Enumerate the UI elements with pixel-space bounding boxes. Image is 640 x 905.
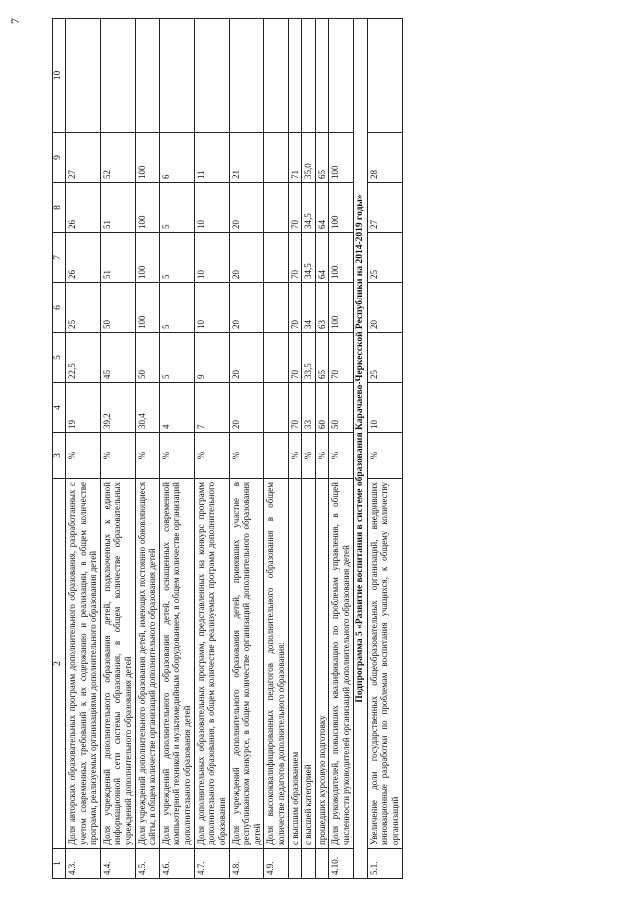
value-cell: 50 bbox=[100, 283, 135, 333]
value-cell: 64 bbox=[315, 233, 329, 283]
value-cell: 10 bbox=[194, 283, 229, 333]
value-cell: 26 bbox=[66, 233, 101, 283]
row-number: 4.4. bbox=[100, 849, 135, 879]
unit-cell: % bbox=[288, 433, 302, 479]
indicator-name: прошедших курсовую подготовку bbox=[315, 479, 329, 849]
unit-cell: % bbox=[367, 433, 402, 479]
value-cell: 20 bbox=[229, 283, 264, 333]
value-cell: 33,5 bbox=[302, 333, 316, 383]
value-cell bbox=[315, 19, 329, 133]
value-cell: 70 bbox=[288, 333, 302, 383]
value-cell bbox=[367, 19, 402, 133]
value-cell: 19 bbox=[66, 383, 101, 433]
value-cell: 65 bbox=[315, 133, 329, 183]
row-number: 4.10. bbox=[329, 849, 353, 879]
value-cell bbox=[288, 19, 302, 133]
value-cell: 100 bbox=[329, 233, 353, 283]
value-cell: 33 bbox=[302, 383, 316, 433]
row-number bbox=[288, 849, 302, 879]
value-cell bbox=[194, 19, 229, 133]
value-cell: 100 bbox=[135, 283, 159, 333]
indicator-name: Доля учреждений дополнительного образования детей, оснащенных современной компьютерной техникой и мультимедийным оборудованием, в общем количестве организаций дополнительного образования детей bbox=[159, 479, 194, 849]
indicator-name: Доля руководителей, повысивших квалификацию по проблемам управления, в общей численности руководителей организаций дополнительного образования детей bbox=[329, 479, 353, 849]
table-row bbox=[159, 19, 194, 879]
value-cell bbox=[264, 183, 288, 233]
value-cell: 4 bbox=[159, 383, 194, 433]
value-cell: 51 bbox=[100, 233, 135, 283]
table-row bbox=[66, 19, 101, 879]
value-cell: 100 bbox=[135, 183, 159, 233]
value-cell bbox=[264, 19, 288, 133]
value-cell: 70 bbox=[288, 283, 302, 333]
row-number: 4.7. bbox=[194, 849, 229, 879]
indicator-name: Доля авторских образовательных программ дополнительного образования, разработанных с учетом современных требований к их содержанию и реализации, в общем количестве программ, реализуемых организациями дополнительного образования детей bbox=[66, 479, 101, 849]
value-cell: 10 bbox=[194, 233, 229, 283]
indicator-name: с высшей категорией bbox=[302, 479, 316, 849]
value-cell: 5 bbox=[159, 283, 194, 333]
table-row bbox=[100, 19, 135, 879]
value-cell: 70 bbox=[288, 233, 302, 283]
table-row bbox=[302, 19, 316, 879]
value-cell: 34,5 bbox=[302, 233, 316, 283]
table-row bbox=[315, 19, 329, 879]
column-header: 4 bbox=[53, 383, 66, 433]
value-cell: 28 bbox=[367, 133, 402, 183]
indicator-name: Доля учреждений дополнительного образования детей, принявших участие в республиканском конкурсе, в общем количестве организаций дополнительного образования детей bbox=[229, 479, 264, 849]
table-row bbox=[329, 19, 353, 879]
value-cell: 11 bbox=[194, 133, 229, 183]
subprogram-row bbox=[353, 19, 367, 879]
value-cell: 20 bbox=[367, 283, 402, 333]
row-number: 4.6. bbox=[159, 849, 194, 879]
value-cell bbox=[302, 19, 316, 133]
page-number: 7 bbox=[8, 18, 22, 24]
value-cell: 70 bbox=[288, 383, 302, 433]
value-cell bbox=[264, 333, 288, 383]
indicators-table bbox=[52, 18, 403, 879]
indicator-name: Доля учреждений дополнительного образования детей, подключенных к единой информационной сети системы образования, в общем количестве образовательных учреждений дополнительного образования детей bbox=[100, 479, 135, 849]
column-header: 7 bbox=[53, 233, 66, 283]
value-cell: 20 bbox=[229, 383, 264, 433]
row-number bbox=[302, 849, 316, 879]
column-header: 1 bbox=[53, 849, 66, 879]
value-cell: 20 bbox=[229, 233, 264, 283]
row-number: 4.9. bbox=[264, 849, 288, 879]
value-cell: 6 bbox=[159, 133, 194, 183]
value-cell: 26 bbox=[66, 183, 101, 233]
indicator-name: Доля высококвалифицированных педагогов дополнительного образования в общем количестве педагогов дополнительного образования: bbox=[264, 479, 288, 849]
column-header: 9 bbox=[53, 133, 66, 183]
value-cell: 50 bbox=[135, 333, 159, 383]
value-cell: 51 bbox=[100, 183, 135, 233]
value-cell: 5 bbox=[159, 333, 194, 383]
unit-cell: % bbox=[159, 433, 194, 479]
unit-cell: % bbox=[66, 433, 101, 479]
value-cell: 39,2 bbox=[100, 383, 135, 433]
value-cell: 64 bbox=[315, 183, 329, 233]
value-cell: 65 bbox=[315, 333, 329, 383]
table-row bbox=[194, 19, 229, 879]
value-cell: 100 bbox=[329, 183, 353, 233]
value-cell: 10 bbox=[194, 183, 229, 233]
header-row bbox=[53, 19, 66, 879]
value-cell: 5 bbox=[159, 233, 194, 283]
value-cell: 100 bbox=[329, 283, 353, 333]
column-header: 5 bbox=[53, 333, 66, 383]
value-cell: 27 bbox=[66, 133, 101, 183]
value-cell bbox=[159, 19, 194, 133]
value-cell bbox=[264, 283, 288, 333]
unit-cell: % bbox=[315, 433, 329, 479]
indicator-name: с высшим образованием bbox=[288, 479, 302, 849]
value-cell: 21 bbox=[229, 133, 264, 183]
value-cell bbox=[135, 19, 159, 133]
column-header: 3 bbox=[53, 433, 66, 479]
value-cell: 25 bbox=[367, 333, 402, 383]
unit-cell: % bbox=[302, 433, 316, 479]
value-cell bbox=[264, 383, 288, 433]
value-cell: 27 bbox=[367, 183, 402, 233]
value-cell: 35,0 bbox=[302, 133, 316, 183]
unit-cell bbox=[264, 433, 288, 479]
indicator-name: Доля учреждений дополнительного образования детей, имеющих постоянно обновляющиеся сайты, в общем количестве организаций дополнительного образования детей bbox=[135, 479, 159, 849]
column-header: 8 bbox=[53, 183, 66, 233]
value-cell: 100 bbox=[329, 133, 353, 183]
value-cell: 70 bbox=[288, 183, 302, 233]
value-cell: 25 bbox=[66, 283, 101, 333]
value-cell bbox=[264, 233, 288, 283]
value-cell: 25 bbox=[367, 233, 402, 283]
value-cell bbox=[264, 133, 288, 183]
column-header: 6 bbox=[53, 283, 66, 333]
value-cell bbox=[100, 19, 135, 133]
value-cell: 60 bbox=[315, 383, 329, 433]
value-cell: 9 bbox=[194, 333, 229, 383]
value-cell bbox=[329, 19, 353, 133]
value-cell: 50 bbox=[329, 383, 353, 433]
value-cell: 100 bbox=[135, 233, 159, 283]
column-header: 10 bbox=[53, 19, 66, 133]
value-cell: 22,5 bbox=[66, 333, 101, 383]
value-cell: 20 bbox=[229, 333, 264, 383]
indicator-name: Увеличение доли государственных общеобразовательных организаций, внедривших инновационные разработки по проблемам воспитания учащихся, к общему количеству организаций bbox=[367, 479, 402, 849]
value-cell: 5 bbox=[159, 183, 194, 233]
value-cell: 10 bbox=[367, 383, 402, 433]
table-row bbox=[288, 19, 302, 879]
row-number: 5.1. bbox=[367, 849, 402, 879]
value-cell: 34,5 bbox=[302, 183, 316, 233]
unit-cell: % bbox=[229, 433, 264, 479]
value-cell bbox=[229, 19, 264, 133]
row-number bbox=[315, 849, 329, 879]
subprogram-title: Подпрограмма 5 «Развитие воспитания в системе образования Карачаево-Черкесской Республики на 2014-2019 годы» bbox=[353, 19, 367, 879]
value-cell: 7 bbox=[194, 383, 229, 433]
unit-cell: % bbox=[194, 433, 229, 479]
table-row bbox=[135, 19, 159, 879]
table-row bbox=[367, 19, 402, 879]
value-cell: 71 bbox=[288, 133, 302, 183]
row-number: 4.5. bbox=[135, 849, 159, 879]
table-row bbox=[229, 19, 264, 879]
indicator-name: Доля дополнительных образовательных программ, представленных на конкурс программ дополнительного образования, в общем количестве реализуемых программ дополнительного образования bbox=[194, 479, 229, 849]
value-cell: 70 bbox=[329, 333, 353, 383]
value-cell: 20 bbox=[229, 183, 264, 233]
row-number: 4.3. bbox=[66, 849, 101, 879]
value-cell: 30,4 bbox=[135, 383, 159, 433]
value-cell: 63 bbox=[315, 283, 329, 333]
table-row bbox=[264, 19, 288, 879]
unit-cell: % bbox=[329, 433, 353, 479]
value-cell: 100 bbox=[135, 133, 159, 183]
value-cell: 45 bbox=[100, 333, 135, 383]
unit-cell: % bbox=[100, 433, 135, 479]
column-header: 2 bbox=[53, 479, 66, 849]
value-cell bbox=[66, 19, 101, 133]
value-cell: 34 bbox=[302, 283, 316, 333]
row-number: 4.8. bbox=[229, 849, 264, 879]
unit-cell: % bbox=[135, 433, 159, 479]
value-cell: 52 bbox=[100, 133, 135, 183]
